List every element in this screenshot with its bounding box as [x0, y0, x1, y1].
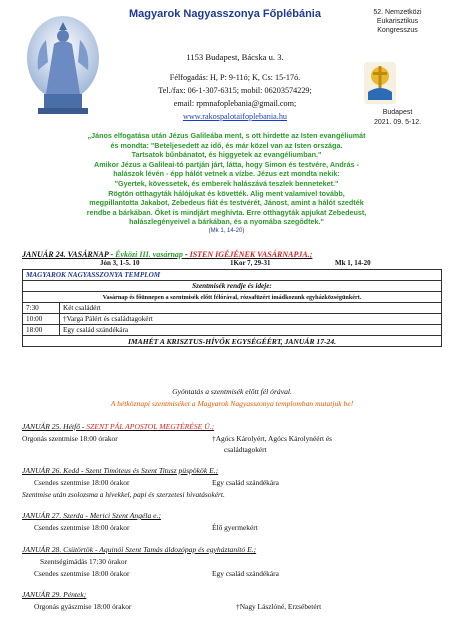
- mass-intention: családtagokért: [224, 445, 267, 454]
- sunday-dash: -: [182, 250, 190, 259]
- gospel-line: Rögtön otthagyták hálójukat és követték. Alig ment valamivel tovább,: [108, 188, 345, 198]
- mass-schedule-table: [22, 269, 442, 347]
- mass-intention: †Nagy Lászlóné, Erzsébetért: [236, 602, 322, 611]
- gospel-line: és mondta: "Beteljesedett az idő, és már közel van az Isten országa.: [110, 140, 343, 150]
- reading-first: Jón 3, 1-5. 10: [100, 259, 140, 267]
- table-row: [23, 325, 442, 336]
- gospel-line: rendbe a bárkában. Őket is mindjárt meghívta. Erre otthagyták apjukat Zebedeust,: [86, 207, 367, 217]
- congress-line2: Eukarisztikus: [376, 18, 419, 25]
- mass-type: Szentségimádás 17:30 órakor: [40, 557, 128, 566]
- day-heading: JANUÁR 28. Csütörtök - Aquinói Szent Tamás áldozópap és egyháztanító E.;: [22, 545, 257, 554]
- phone-line: Tel./fax: 06-1-307-6315; mobil: 06203574229;: [158, 86, 312, 95]
- gospel-line: Tartsatok bűnbánatot, és higgyetek az evangéliumban.": [131, 150, 322, 160]
- gospel-line: megpillantotta Jakabot, Zebedeus fiát és testvérét, Jánost, amint a hálót szedték: [89, 198, 364, 208]
- mass-time: 18:00: [23, 325, 60, 336]
- day-head: JANUÁR 25. Hétfő -: [22, 422, 87, 431]
- congress-line3: Kongresszus: [377, 27, 418, 34]
- mass-time: 10:00: [23, 314, 60, 325]
- prayer-week-banner: IMAHÉT A KRISZTUS-HÍVŐK EGYSÉGÉÉRT, JANUÁR 17-24.: [23, 336, 442, 347]
- church-statue-logo: [16, 10, 111, 120]
- table-row: [23, 303, 442, 314]
- reading-gospel: Mk 1, 14-20: [335, 259, 371, 267]
- parish-address: 1153 Budapest, Bácska u. 3.: [186, 52, 284, 62]
- gospel-line: halászlegényeivel a bárkában, és a nyomába szegődtek.": [129, 217, 324, 227]
- mass-intention: †Varga Pálért és családtagokért: [60, 314, 442, 325]
- day-heading: JANUÁR 27. Szerda - Merici Szent Angéla e.;: [22, 511, 161, 520]
- congress-dates: 2021. 09. 5-12.: [373, 119, 422, 126]
- vespers-note: Szentmise után zsolozsma a hívekkel, papi és szerzetesi hivatásokért.: [22, 490, 225, 499]
- reading-second: 1Kor 7, 29-31: [230, 259, 271, 267]
- mass-time: 7:30: [23, 303, 60, 314]
- mass-intention: †Agócs Károlyért, Agócs Károlynéért és: [212, 434, 333, 443]
- rosary-note: Vasárnap és főünnepen a szentmisék előtt félórával, rózsafüzért imádkozunk egyházközségünkért.: [23, 292, 442, 303]
- eucharistic-congress-logo: [362, 60, 398, 106]
- sunday-heading: [22, 250, 442, 259]
- parish-title: Magyarok Nagyasszonya Főplébánia: [129, 8, 321, 20]
- sunday-special: ISTEN IGÉJÉNEK VASÁRNAPJA.;: [189, 250, 313, 259]
- congress-info: [345, 8, 450, 35]
- gospel-line: halászok lévén - épp hálót vetnek a vízbe. Jézus ezt mondta nekik:: [113, 169, 340, 179]
- mass-type: Orgonás gyászmise 18:00 órakor: [34, 602, 132, 611]
- gospel-line: Amikor Jézus a Galileai-tó partján járt, látta, hogy Simon és testvére, András -: [94, 159, 359, 169]
- day-heading: JANUÁR 29. Péntek;: [22, 590, 87, 599]
- church-name: MAGYAROK NAGYASSZONYA TEMPLOM: [23, 270, 442, 281]
- email-line: email: rpmnafoplebania@gmail.com;: [173, 99, 297, 108]
- day-heading: [22, 422, 442, 431]
- mass-type: Orgonás szentmise 18:00 órakor: [22, 434, 118, 443]
- day-saint: SZENT PÁL APOSTOL MEGTÉRÉSE Ü.;: [86, 422, 215, 431]
- gospel-line: „János elfogatása után Jézus Galileába ment, s ott hirdette az Isten evangéliumát: [87, 131, 366, 140]
- mass-intention: Egy család szándékára: [212, 478, 279, 487]
- mass-type: Csendes szentmise 18:00 órakor: [34, 478, 130, 487]
- congress-line1: 52. Nemzetközi: [373, 9, 422, 16]
- mass-intention: Két családért: [60, 303, 442, 314]
- mass-order-heading: Szentmisék rendje és ideje:: [23, 281, 442, 292]
- gospel-quote: [8, 131, 445, 237]
- mass-type: Csendes szentmise 18:00 órakor: [34, 523, 130, 532]
- mass-type: Csendes szentmise 18:00 órakor: [34, 569, 130, 578]
- office-hours: Félfogadás: H, P: 9-11ó; K, Cs: 15-17ó.: [169, 73, 301, 82]
- mass-intention: Egy család szándékára: [60, 325, 442, 336]
- mass-intention: Egy család szándékára: [212, 569, 279, 578]
- website-link[interactable]: www.rakospalotaifoplebania.hu: [182, 112, 288, 121]
- table-row: [23, 314, 442, 325]
- congress-city: Budapest: [382, 109, 413, 116]
- mass-intention: Élő gyermekért: [212, 523, 258, 532]
- day-heading: JANUÁR 26. Kedd - Szent Timóteus és Szent Titusz püspökök E.;: [22, 466, 219, 475]
- sunday-season: Évközi III. vasárnap: [115, 250, 183, 259]
- gospel-line: "Gyertek, kövessetek, és emberek halászává teszlek benneteket.": [114, 178, 339, 188]
- confession-notice: Gyóntatás a szentmisék előtt fél órával.: [172, 387, 292, 396]
- weekday-notice: A hétköznapi szentmiséket a Magyarok Nagyasszonya templomban mutatjuk be!: [110, 399, 354, 408]
- sunday-date: JANUÁR 24. VASÁRNAP -: [22, 250, 116, 259]
- website-wrapper: [125, 111, 345, 122]
- gospel-reference: (Mk 1, 14-20): [208, 227, 245, 234]
